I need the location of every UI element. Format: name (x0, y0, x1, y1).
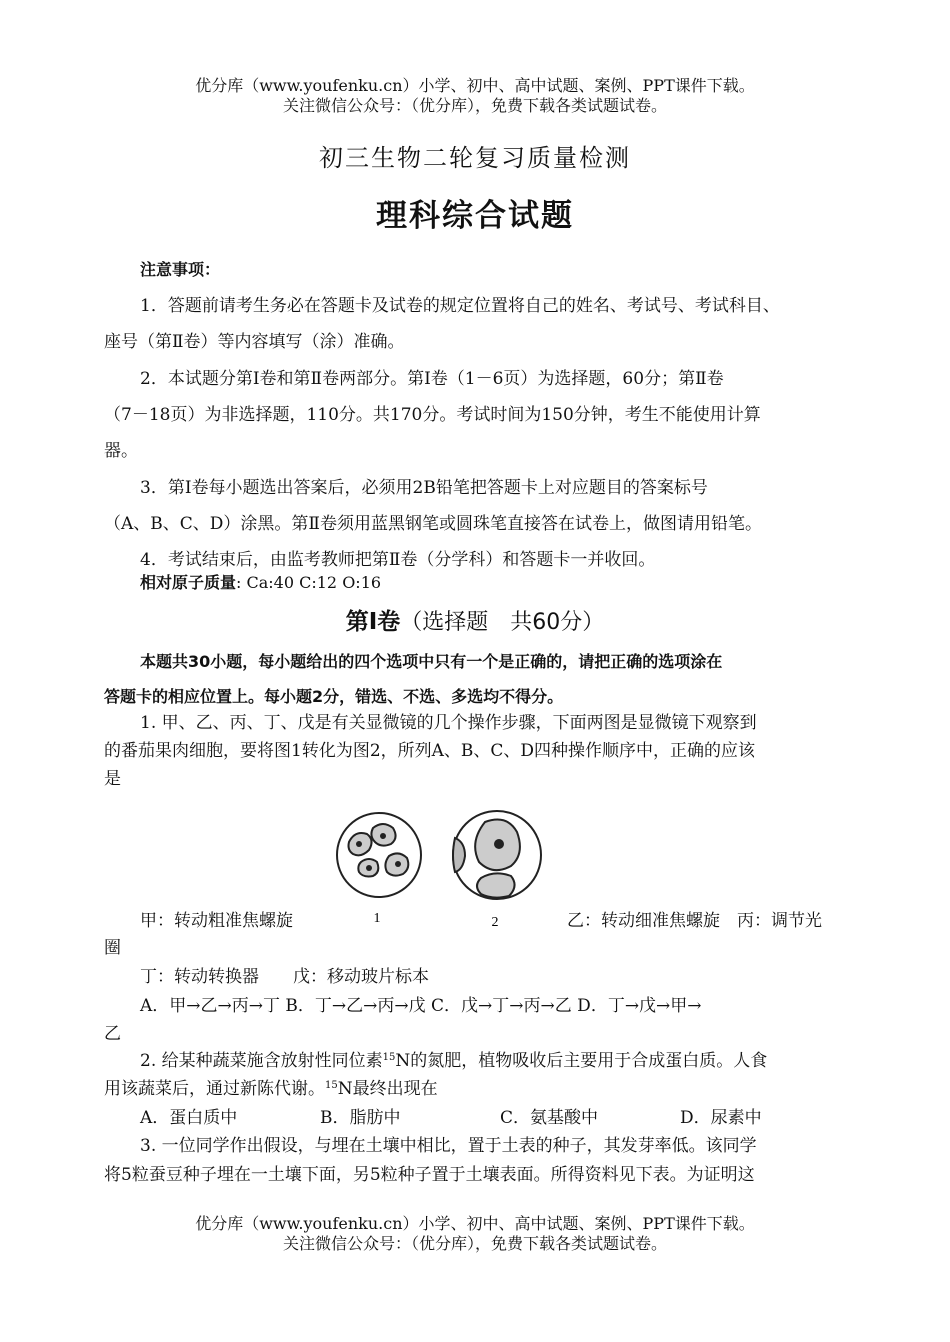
q2-option-a: A．蛋白质中 (140, 1108, 238, 1128)
notice-item: 3．第Ⅰ卷每小题选出答案后，必须用2B铅笔把答题卡上对应题目的答案标号 (140, 478, 708, 498)
q2-option-b: B．脂肪中 (320, 1108, 401, 1128)
atomic-mass-label: 相对原子质量 (140, 573, 237, 592)
notice-item: 器。 (104, 441, 138, 461)
section-title (0, 603, 950, 636)
notice-item: 2．本试题分第Ⅰ卷和第Ⅱ卷两部分。第Ⅰ卷（1－6页）为选择题，60分；第Ⅱ卷 (140, 369, 724, 389)
q1-options-cont: 乙 (104, 1024, 121, 1044)
q1-step-b: 乙：转动细准焦螺旋 丙：调节光 (567, 911, 822, 931)
q1-options: A．甲→乙→丙→丁 B．丁→乙→丙→戊 C．戊→丁→丙→乙 D．丁→戊→甲→ (140, 996, 702, 1016)
section-instruction: 本题共30小题，每小题给出的四个选项中只有一个是正确的，请把正确的选项涂在 (140, 652, 723, 671)
notice-heading: 注意事项： (140, 260, 221, 279)
q2-line: 用该蔬菜后，通过新陈代谢。$^{15}$N最终出现在 (104, 1079, 438, 1099)
notice-item: 座号（第Ⅱ卷）等内容填写（涂）准确。 (104, 332, 405, 352)
header-line-1: 优分库（www.youfenku.cn）小学、初中、高中试题、案例、PPT课件下载。 (195, 76, 755, 95)
exam-title: 初三生物二轮复习质量检测 (319, 144, 631, 172)
section-title-rest: （选择题 共60分） (400, 610, 605, 635)
q1-step-c: 丁：转动转换器 戊：移动玻片标本 (140, 967, 429, 987)
q1-step-a: 甲：转动粗准焦螺旋 (140, 911, 293, 931)
q2-option-c: C．氨基酸中 (500, 1108, 599, 1128)
q3-line: 将5粒蚕豆种子埋在一土壤下面，另5粒种子置于土壤表面。所得资料见下表。为证明这 (104, 1165, 755, 1185)
exam-subtitle: 理科综合试题 (376, 198, 574, 234)
q2-option-d: D．尿素中 (680, 1108, 762, 1128)
cell-icon (477, 873, 515, 897)
notice-item: 1．答题前请考生务必在答题卡及试卷的规定位置将自己的姓名、考试号、考试科目、 (140, 296, 780, 316)
footer-line-2: 关注微信公众号：（优分库），免费下载各类试题试卷。 (282, 1234, 667, 1253)
q2-line: 2. 给某种蔬菜施含放射性同位素$^{15}$N的氮肥，植物吸收后主要用于合成蛋白质。人食 (140, 1051, 768, 1071)
q2-options (140, 1103, 850, 1128)
footer-line-1: 优分库（www.youfenku.cn）小学、初中、高中试题、案例、PPT课件下载。 (195, 1214, 755, 1233)
atomic-mass-values: : Ca:40 C:12 O:16 (236, 573, 382, 592)
notice-item: 4．考试结束后，由监考教师把第Ⅱ卷（分学科）和答题卡一并收回。 (140, 550, 656, 570)
microscope-figure (335, 808, 550, 928)
notice-item: （A、B、C、D）涂黑。第Ⅱ卷须用蓝黑钢笔或圆珠笔直接答在试卷上，做图请用铅笔。 (104, 514, 762, 534)
section-instruction: 答题卡的相应位置上。每小题2分，错选、不选、多选均不得分。 (104, 687, 564, 706)
atomic-mass-line (140, 570, 850, 593)
q1-line: 的番茄果肉细胞，要将图1转化为图2，所列A、B、C、D四种操作顺序中，正确的应该 (104, 741, 756, 761)
figure-label-2: 2 (491, 915, 499, 928)
q1-line: 1. 甲、乙、丙、丁、戊是有关显微镜的几个操作步骤，下面两图是显微镜下观察到 (140, 713, 757, 733)
q3-line: 3. 一位同学作出假设，与埋在土壤中相比，置于土表的种子，其发芽率低。该同学 (140, 1136, 757, 1156)
figure-label-1: 1 (373, 911, 381, 926)
notice-item: （7－18页）为非选择题，110分。共170分。考试时间为150分钟，考生不能使用计算 (104, 405, 761, 425)
q1-step-b-cont: 圈 (104, 938, 121, 958)
section-title-bold: 第Ⅰ卷 (345, 609, 401, 635)
q1-line: 是 (104, 769, 121, 789)
header-line-2: 关注微信公众号：（优分库），免费下载各类试题试卷。 (282, 96, 667, 115)
